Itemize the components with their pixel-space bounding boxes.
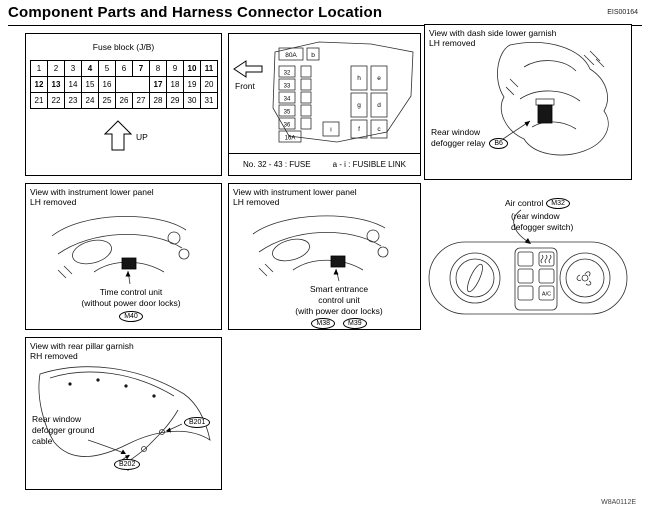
relay-label-row — [431, 138, 508, 149]
panel-title: LH removed — [233, 197, 280, 207]
fuse-cell: 3 — [65, 61, 82, 77]
fuse-cell: 29 — [167, 93, 184, 109]
fusible-cell-label: b — [311, 52, 315, 59]
fuse-cell: 8 — [150, 61, 167, 77]
fuse-cell: 10 — [184, 61, 201, 77]
fuse-cell: 18 — [167, 77, 184, 93]
fusible-cell-label: i — [330, 126, 332, 134]
dash-side-panel — [424, 24, 632, 180]
air-control-label: defogger switch) — [511, 222, 574, 232]
connector-badge: M32 — [546, 198, 570, 209]
fuse-cell: 14 — [65, 77, 82, 93]
fusible-cell-label: d — [377, 102, 381, 109]
time-control-panel — [25, 183, 222, 330]
fusible-cell-label: f — [358, 126, 360, 133]
fusible-cell-label: 32 — [283, 70, 291, 77]
fuse-cell: 19 — [184, 77, 201, 93]
figure-code: W8A0112E — [601, 499, 636, 506]
caption-link: a - i : FUSIBLE LINK — [332, 160, 406, 169]
panel-title: LH removed — [429, 38, 476, 48]
panel-title: LH removed — [30, 197, 77, 207]
fuse-cell: 6 — [116, 61, 133, 77]
fuse-cell: 28 — [150, 93, 167, 109]
ground-cable-label: Rear window — [32, 414, 82, 424]
unit-label: (with power door locks) — [295, 306, 383, 316]
panel-title: RH removed — [30, 351, 78, 361]
fuse-cell: 12 — [31, 77, 48, 93]
relay-label: defogger relay — [431, 138, 486, 149]
fuse-grid — [30, 60, 218, 109]
fuse-cell: 16 — [99, 77, 116, 93]
fuse-cell: 2 — [48, 61, 65, 77]
fusible-cell-label: 16A — [284, 135, 296, 142]
unit-label: control unit — [318, 295, 360, 305]
fuse-block-panel — [25, 33, 222, 176]
panel-title: View with rear pillar garnish — [30, 341, 134, 351]
fusible-link-panel — [228, 33, 421, 176]
fusible-cell-label: 34 — [283, 96, 291, 103]
fuse-cell: 11 — [201, 61, 218, 77]
instrument-panel-drawing — [34, 208, 216, 286]
front-label: Front — [235, 81, 255, 91]
fuse-cell: 25 — [99, 93, 116, 109]
air-control-label: Air control — [505, 198, 544, 209]
fusible-cell-label: h — [357, 75, 361, 82]
fusible-cell-label: g — [357, 102, 361, 109]
doc-code: EIS00164 — [607, 9, 638, 16]
ground-cable-label: defogger ground — [32, 425, 95, 435]
rear-pillar-panel — [25, 337, 222, 490]
fuse-cell: 17 — [150, 77, 167, 93]
fuse-cell: 22 — [48, 93, 65, 109]
air-control-drawing — [425, 188, 632, 330]
ac-button-label: A/C — [541, 291, 552, 298]
fuse-block-title: Fuse block (J/B) — [92, 42, 155, 52]
fuse-cell: 1 — [31, 61, 48, 77]
front-arrow-icon — [233, 60, 263, 78]
unit-label: (without power door locks) — [81, 298, 181, 308]
ground-cable-label: cable — [32, 436, 53, 446]
badge-row — [274, 318, 404, 329]
connector-badge: B202 — [114, 459, 140, 470]
fusible-cell-label: 33 — [283, 83, 291, 90]
fuse-cell: 30 — [184, 93, 201, 109]
connector-badge: M38 — [311, 318, 335, 329]
fuse-cell: 27 — [133, 93, 150, 109]
fuse-cell: 24 — [82, 93, 99, 109]
fusible-link-caption — [229, 153, 420, 175]
fusible-cell-label: 35 — [283, 109, 291, 116]
fuse-cell: 20 — [201, 77, 218, 93]
fuse-cell: 21 — [31, 93, 48, 109]
fuse-cell: 26 — [116, 93, 133, 109]
page-title: Component Parts and Harness Connector Location — [8, 4, 383, 21]
connector-badge: M39 — [343, 318, 367, 329]
connector-badge: B201 — [184, 417, 210, 428]
unit-label: Time control unit — [99, 287, 163, 297]
connector-badge: M40 — [119, 311, 143, 322]
fusible-link-drawing — [261, 38, 419, 150]
up-label: UP — [136, 132, 148, 142]
air-control-label-row — [505, 198, 570, 209]
relay-label: Rear window — [431, 127, 481, 137]
fuse-cell: 13 — [48, 77, 65, 93]
panel-title: View with instrument lower panel — [30, 187, 154, 197]
air-control-panel — [425, 188, 632, 330]
badge-row — [66, 311, 196, 322]
caption-fuse: No. 32 - 43 : FUSE — [243, 160, 311, 169]
instrument-panel-drawing — [237, 208, 415, 282]
fuse-cell: 31 — [201, 93, 218, 109]
panel-title: View with instrument lower panel — [233, 187, 357, 197]
fuse-cell: 4 — [82, 61, 99, 77]
fusible-cell-label: c — [377, 126, 381, 133]
fusible-cell-label: e — [377, 75, 381, 82]
fuse-cell: 23 — [65, 93, 82, 109]
fusible-cell-label: 36 — [283, 122, 291, 129]
smart-entrance-panel — [228, 183, 421, 330]
panel-title: View with dash side lower garnish — [429, 28, 557, 38]
fuse-cell: 7 — [133, 61, 150, 77]
fuse-gap — [116, 77, 150, 93]
up-arrow-icon — [104, 120, 132, 152]
connector-badge: B6 — [489, 138, 508, 149]
fuse-cell: 5 — [99, 61, 116, 77]
fuse-cell: 15 — [82, 77, 99, 93]
air-control-label: (rear window — [511, 211, 560, 221]
fuse-cell: 9 — [167, 61, 184, 77]
fusible-cell-label: 80A — [285, 52, 297, 59]
unit-label: Smart entrance — [309, 284, 369, 294]
